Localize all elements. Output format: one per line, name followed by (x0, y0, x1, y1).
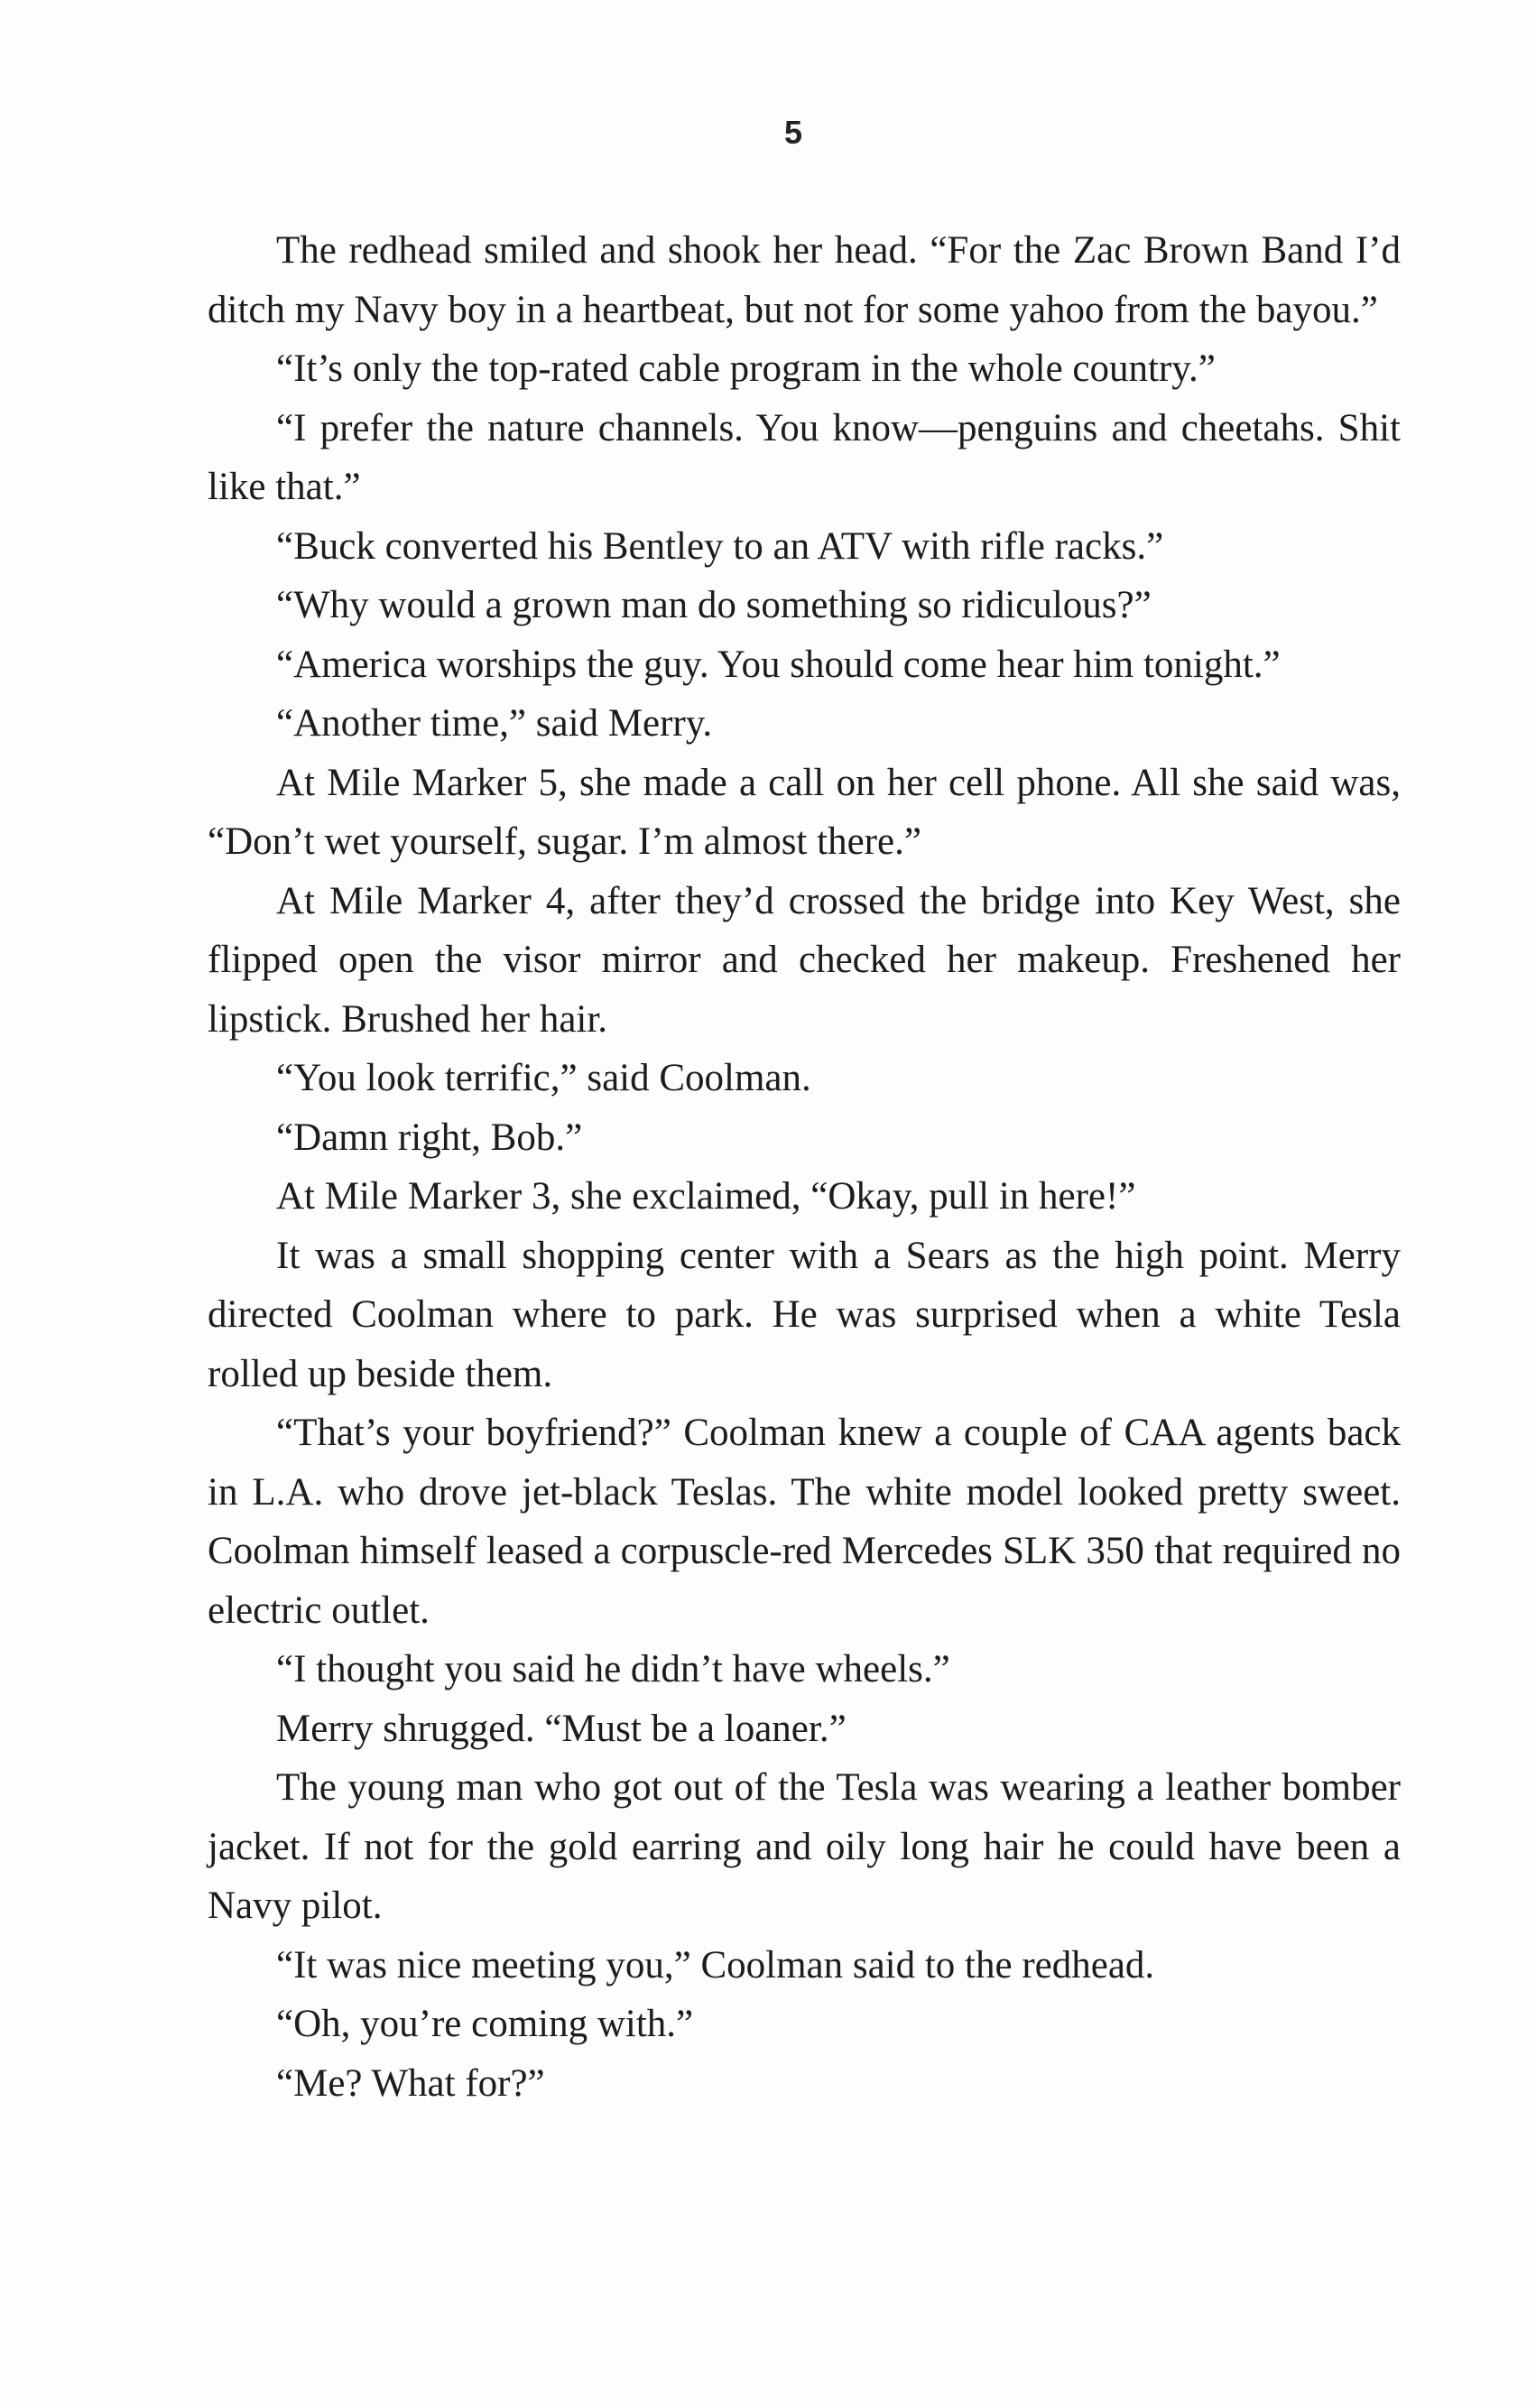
paragraph: “Me? What for?” (276, 2061, 545, 2105)
paragraph: The young man who got out of the Tesla was wearing a leather bomber jacket. If not for the gold earring and oily long hair he could have been a Navy pilot. (208, 1766, 1401, 1927)
paragraph: “I prefer the nature channels. You know—penguins and cheetahs. Shit like that.” (208, 406, 1401, 508)
paragraph: At Mile Marker 4, after they’d crossed the bridge into Key West, she flipped open the visor mirror and checked her makeup. Freshened her lipstick. Brushed her hair. (208, 879, 1401, 1041)
paragraph: “Why would a grown man do something so ridiculous?” (276, 584, 1152, 626)
paragraph: “It was nice meeting you,” Coolman said to the redhead. (276, 1943, 1155, 1987)
paragraph: “Buck converted his Bentley to an ATV with rifle racks.” (276, 524, 1164, 568)
paragraph: “It’s only the top-rated cable program in the whole country.” (276, 347, 1216, 390)
body-text (208, 221, 1401, 2113)
page-number: 5 (783, 114, 803, 151)
paragraph: Merry shrugged. “Must be a loaner.” (276, 1707, 847, 1750)
paragraph: “You look terrific,” said Coolman. (276, 1057, 811, 1099)
paragraph: The redhead smiled and shook her head. “For the Zac Brown Band I’d ditch my Navy boy in a heartbeat, but not for some yahoo from the bayou.” (208, 229, 1401, 331)
paragraph: “Another time,” said Merry. (276, 702, 713, 745)
paragraph: “Damn right, Bob.” (276, 1116, 583, 1159)
paragraph: “Oh, you’re coming with.” (276, 2003, 694, 2045)
paragraph: At Mile Marker 3, she exclaimed, “Okay, pull in here!” (276, 1175, 1136, 1218)
paragraph: It was a small shopping center with a Sears as the high point. Merry directed Coolman where to park. He was surprised when a white Tesla rolled up beside them. (208, 1234, 1401, 1395)
paragraph: At Mile Marker 5, she made a call on her cell phone. All she said was, “Don’t wet yourself, sugar. I’m almost there.” (208, 761, 1401, 863)
paragraph: “America worships the guy. You should come hear him tonight.” (276, 643, 1281, 686)
paragraph: “That’s your boyfriend?” Coolman knew a couple of CAA agents back in L.A. who drove jet-black Teslas. The white model looked pretty sweet. Coolman himself leased a corpuscle-red Mercedes SLK 350 that required no electric outlet. (208, 1412, 1401, 1632)
paragraph: “I thought you said he didn’t have wheels.” (276, 1648, 950, 1690)
